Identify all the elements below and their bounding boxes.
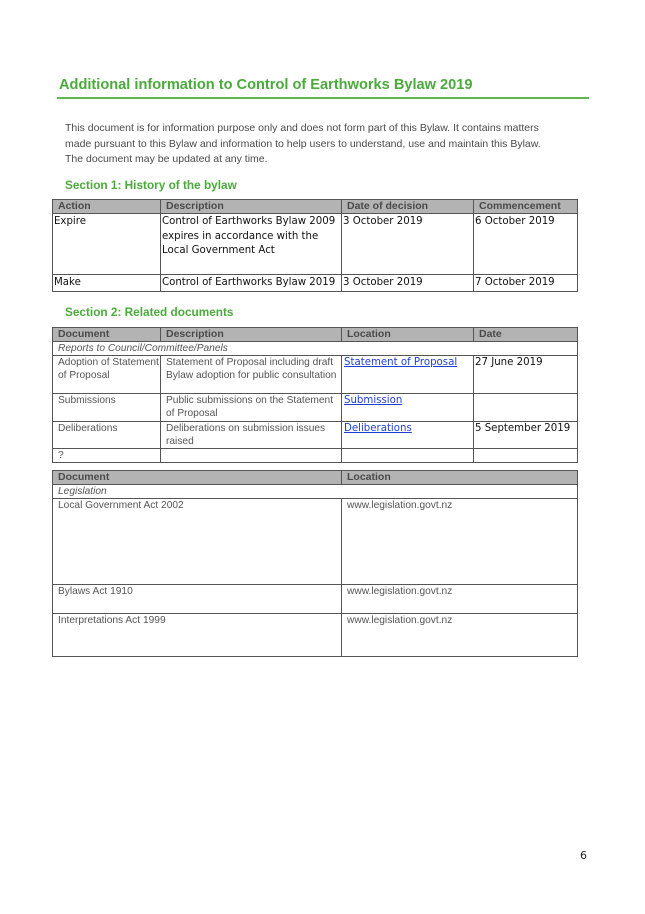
table-row [53, 614, 578, 657]
decision-date-cell: 3 October 2019 [342, 275, 474, 292]
description-cell: Public submissions on the Statement of Proposal [161, 394, 342, 421]
heading-rule [57, 97, 589, 99]
deliberations-link[interactable]: Deliberations [344, 422, 412, 434]
location-cell: www.legislation.govt.nz [342, 585, 578, 614]
description-cell: Deliberations on submission issues raised [161, 421, 342, 448]
subheading-row [53, 342, 578, 356]
section2-title: Section 2: Related documents [65, 305, 234, 319]
table-row [53, 214, 578, 275]
date-cell: 27 June 2019 [474, 356, 578, 394]
location-cell [342, 449, 474, 463]
column-header: Action [53, 200, 161, 214]
column-header: Commencement [474, 200, 578, 214]
table-row [53, 421, 578, 448]
decision-date-cell: 3 October 2019 [342, 214, 474, 275]
column-header: Date [474, 328, 578, 342]
table-header-row [53, 471, 578, 485]
description-cell: Statement of Proposal including draft Bylaw adoption for public consultation [161, 356, 342, 394]
table-row [53, 356, 578, 394]
location-cell [342, 421, 474, 448]
section1-title: Section 1: History of the bylaw [65, 178, 237, 192]
column-header: Description [161, 328, 342, 342]
statement-of-proposal-link[interactable]: Statement of Proposal [344, 357, 458, 369]
document-cell: ? [53, 449, 161, 463]
description-cell: Control of Earthworks Bylaw 2009 expires in accordance with the Local Government Act [161, 214, 342, 275]
intro-line: made pursuant to this Bylaw and information to help users to understand, use and maintain this Bylaw. [65, 137, 541, 150]
commencement-cell: 6 October 2019 [474, 214, 578, 275]
table-row [53, 394, 578, 421]
document-cell: Bylaws Act 1910 [53, 585, 342, 614]
description-cell [161, 449, 342, 463]
action-cell: Expire [53, 214, 161, 275]
intro-line: This document is for information purpose only and does not form part of this Bylaw. It contains matters [65, 122, 539, 134]
action-cell: Make [53, 275, 161, 292]
location-cell: www.legislation.govt.nz [342, 499, 578, 585]
date-cell [474, 449, 578, 463]
column-header: Date of decision [342, 200, 474, 214]
document-cell: Interpretations Act 1999 [53, 614, 342, 657]
table-row [53, 499, 578, 585]
description-cell: Control of Earthworks Bylaw 2019 [161, 275, 342, 292]
intro-line: The document may be updated at any time. [65, 153, 268, 165]
reports-subheading: Reports to Council/Committee/Panels [53, 342, 578, 356]
table-row [53, 449, 578, 463]
submission-link[interactable]: Submission [344, 395, 403, 407]
page-heading: Additional information to Control of Earthworks Bylaw 2019 [59, 77, 473, 93]
table-row [53, 585, 578, 614]
location-cell: www.legislation.govt.nz [342, 614, 578, 657]
document-cell: Adoption of Statement of Proposal [53, 356, 161, 394]
document-cell: Local Government Act 2002 [53, 499, 342, 585]
column-header: Description [161, 200, 342, 214]
table-row [53, 275, 578, 292]
legislation-table [52, 470, 578, 657]
date-cell [474, 394, 578, 421]
location-cell [342, 394, 474, 421]
date-cell: 5 September 2019 [474, 421, 578, 448]
intro-paragraph [65, 121, 580, 168]
related-documents-table [52, 327, 578, 463]
document-cell: Submissions [53, 394, 161, 421]
column-header: Document [53, 328, 161, 342]
location-cell [342, 356, 474, 394]
subheading-row [53, 485, 578, 499]
commencement-cell: 7 October 2019 [474, 275, 578, 292]
legislation-subheading: Legislation [53, 485, 578, 499]
page-number: 6 [580, 849, 587, 862]
table-header-row [53, 328, 578, 342]
column-header: Location [342, 471, 578, 485]
history-table [52, 199, 578, 292]
column-header: Location [342, 328, 474, 342]
document-cell: Deliberations [53, 421, 161, 448]
table-header-row [53, 200, 578, 214]
column-header: Document [53, 471, 342, 485]
